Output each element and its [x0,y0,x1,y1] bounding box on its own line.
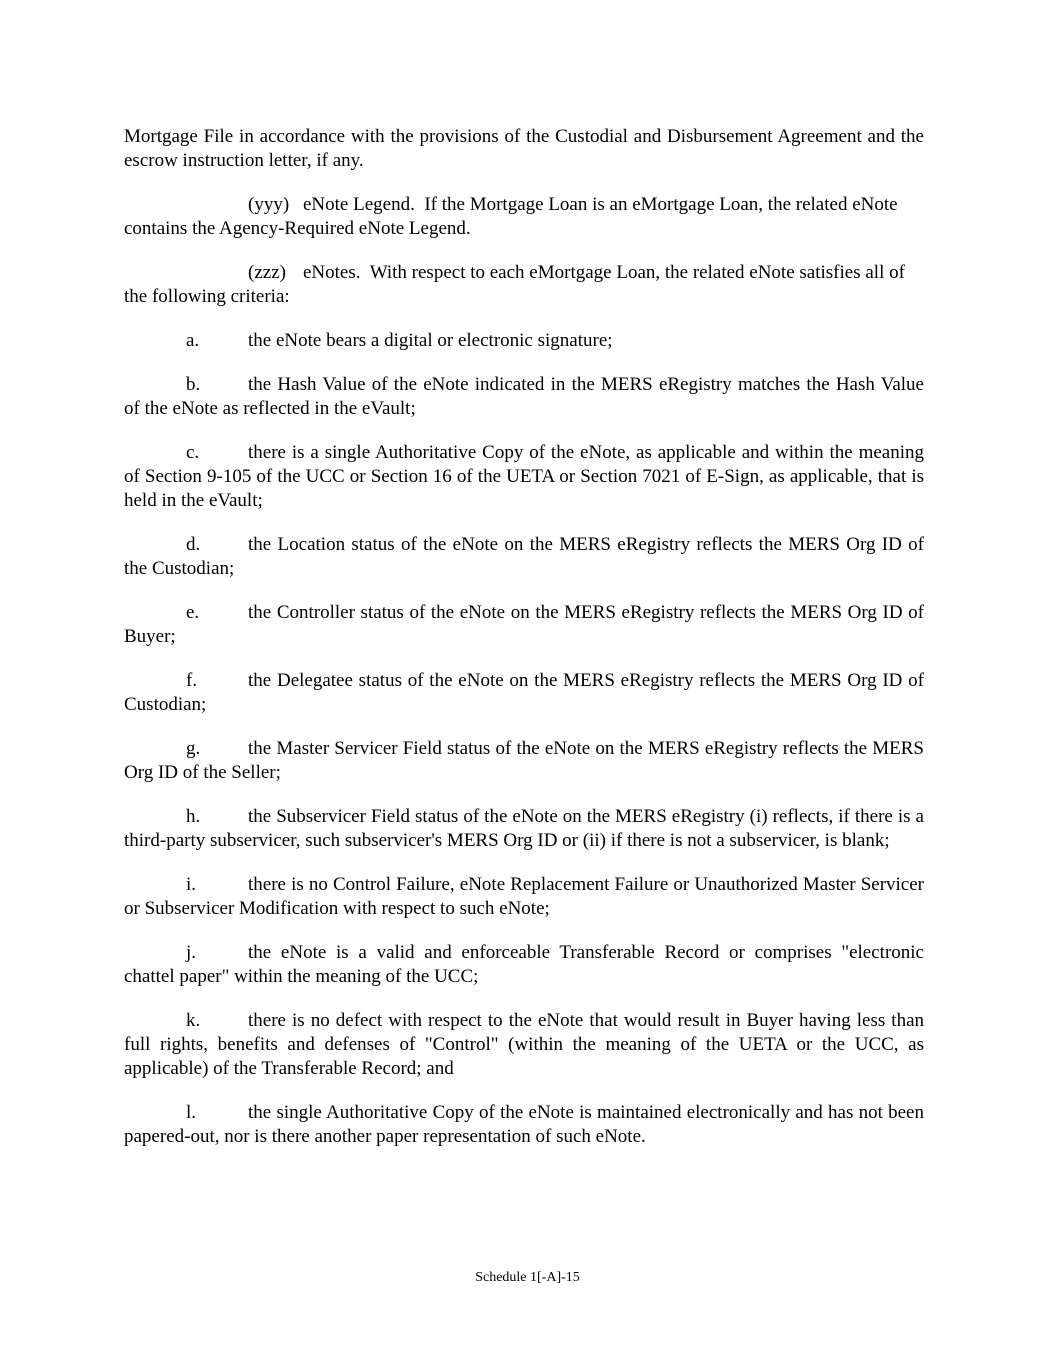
item-marker: l. [186,1102,197,1123]
item-marker: j. [186,942,197,963]
criteria-item-j [124,941,924,989]
item-text: the Controller status of the eNote on the MERS eRegistry reflects the MERS Org ID of Buyer; [124,602,924,647]
item-text: the Subservicer Field status of the eNote on the MERS eRegistry (i) reflects, if there is a third-party subservicer, such subservicer's MERS Org ID or (ii) if there is not a subservicer, is blank; [124,806,924,851]
section-heading: eNote Legend. [303,194,415,215]
item-text: the eNote is a valid and enforceable Transferable Record or comprises "electronic chattel paper" within the meaning of the UCC; [124,942,924,987]
section-heading: eNotes. [303,262,361,283]
item-text: the eNote bears a digital or electronic signature; [248,330,613,351]
criteria-item-e [124,601,924,649]
section-text: If the Mortgage Loan is an eMortgage Loan, the related eNote contains the Agency-Required eNote Legend. [124,194,898,239]
criteria-item-d [124,533,924,581]
criteria-item-a [124,329,924,353]
item-marker: k. [186,1010,201,1031]
item-marker: b. [186,374,201,395]
section-marker: (zzz) [248,262,286,283]
intro-paragraph: Mortgage File in accordance with the provisions of the Custodial and Disbursement Agreement and the escrow instruction letter, if any. [124,126,924,171]
item-marker: h. [186,806,201,827]
section-enotes [124,261,924,309]
item-text: there is a single Authoritative Copy of the eNote, as applicable and within the meaning of Section 9-105 of the UCC or Section 16 of the UETA or Section 7021 of E-Sign, as applicable, that is held in the eVault; [124,442,924,511]
item-marker: e. [186,602,200,623]
criteria-item-b [124,373,924,421]
criteria-item-c [124,441,924,513]
item-marker: i. [186,874,197,895]
section-enote-legend [124,193,924,241]
item-marker: f. [186,670,198,691]
criteria-item-f [124,669,924,717]
criteria-item-l [124,1101,924,1149]
criteria-item-h [124,805,924,853]
criteria-item-k [124,1009,924,1081]
item-text: the Delegatee status of the eNote on the MERS eRegistry reflects the MERS Org ID of Custodian; [124,670,924,715]
item-text: the Location status of the eNote on the MERS eRegistry reflects the MERS Org ID of the Custodian; [124,534,924,579]
item-marker: a. [186,330,200,351]
item-text: the single Authoritative Copy of the eNote is maintained electronically and has not been papered-out, nor is there another paper representation of such eNote. [124,1102,924,1147]
criteria-item-g [124,737,924,785]
item-text: there is no Control Failure, eNote Replacement Failure or Unauthorized Master Servicer or Subservicer Modification with respect to such eNote; [124,874,924,919]
page-footer: Schedule 1[-A]-15 [475,1270,580,1285]
item-text: there is no defect with respect to the eNote that would result in Buyer having less than full rights, benefits and defenses of "Control" (within the meaning of the UETA or the UCC, as applicable) of the Transferable Record; and [124,1010,924,1079]
criteria-item-i [124,873,924,921]
section-marker: (yyy) [248,194,290,215]
item-text: the Hash Value of the eNote indicated in the MERS eRegistry matches the Hash Value of the eNote as reflected in the eVault; [124,374,924,419]
section-text: With respect to each eMortgage Loan, the related eNote satisfies all of the following criteria: [124,262,905,307]
document-body [124,125,924,1169]
item-text: the Master Servicer Field status of the eNote on the MERS eRegistry reflects the MERS Org ID of the Seller; [124,738,924,783]
item-marker: c. [186,442,200,463]
item-marker: d. [186,534,201,555]
item-marker: g. [186,738,201,759]
